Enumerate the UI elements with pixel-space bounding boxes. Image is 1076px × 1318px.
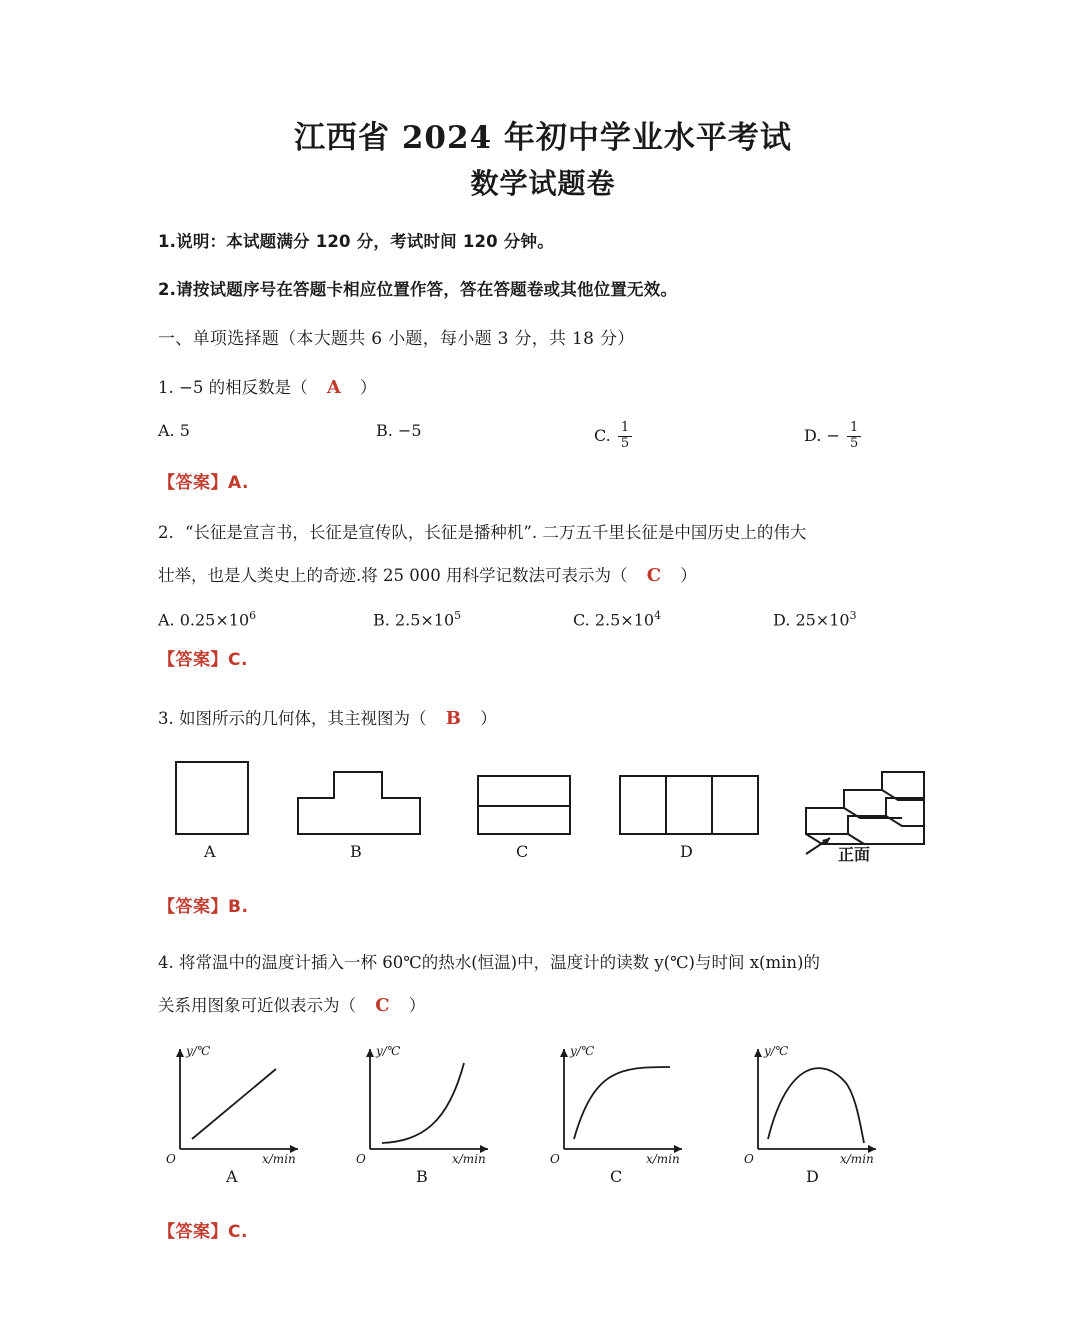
instruction-note-1: 1.说明：本试题满分 120 分，考试时间 120 分钟。 [158,232,554,252]
svg-text:O: O [166,1151,176,1166]
option-a[interactable]: A. 5 [158,421,190,441]
svg-text:x/min: x/min [646,1151,680,1166]
page-title: 江西省 2024 年初中学业水平考试 [294,120,792,156]
question-1 [158,371,928,405]
svg-text:y/℃: y/℃ [376,1043,401,1058]
question-4 [158,947,928,1023]
figure-label-b: B [350,842,362,862]
page-subtitle: 数学试题卷 [470,166,616,200]
question-4-number: 4. [158,953,174,973]
svg-text:x/min: x/min [452,1151,486,1166]
document-content [158,118,928,1242]
option-c[interactable]: C. $2.5\times 10^4$ [573,608,661,630]
figure-label-d: D [680,842,693,862]
svg-text:x/min: x/min [262,1151,296,1166]
graph-label-d: D [806,1166,819,1186]
question-3-stem: 如图所示的几何体，其主视图为（ [179,709,427,729]
question-2-stem-close: ） [680,565,697,585]
question-2 [158,517,928,593]
svg-text:x/min: x/min [840,1151,874,1166]
option-c[interactable]: C. $\frac{1}{5}$ [594,421,804,452]
question-4-stem-close: ） [408,995,426,1015]
question-3-figures [158,750,928,865]
graph-label-a: A [226,1166,238,1186]
svg-text:O: O [356,1151,366,1166]
question-4-stem-line1: 将常温中的温度计插入一杯 60℃的热水(恒温)中，温度计的读数 y(℃)与时间 x(min)的 [179,953,820,973]
question-1-answer: 【答案】A. [158,473,249,494]
question-4-graphs [158,1039,928,1186]
question-4-stem-line2: 关系用图象可近似表示为（ [158,995,356,1015]
section-heading: 一、单项选择题（本大题共 6 小题，每小题 3 分，共 18 分） [158,329,635,350]
fraction-neg-one-fifth: $\frac{1}{5}$ [847,421,861,452]
question-1-stem-close: ） [360,378,377,398]
graph-label-c: C [610,1166,623,1186]
question-3 [158,702,928,736]
question-2-marked-answer: C [646,564,662,586]
question-2-number: 2. [158,523,174,543]
question-3-number: 3. [158,709,174,729]
svg-text:O: O [744,1151,754,1166]
option-d[interactable]: D. $25\times 10^3$ [773,608,857,630]
question-4-answer: 【答案】C. [158,1221,248,1242]
question-3-marked-answer: B [445,708,461,730]
question-2-options [158,609,928,629]
fraction-one-fifth: $\frac{1}{5}$ [618,421,632,452]
question-4-graph-labels [158,1167,928,1191]
svg-text:O: O [550,1151,560,1166]
graph-label-b: B [416,1166,428,1186]
question-2-answer: 【答案】C. [158,650,248,671]
question-3-figure-labels [158,842,928,864]
question-1-marked-answer: A [326,377,341,399]
option-d[interactable]: D. − $\frac{1}{5}$ [804,421,861,452]
question-2-stem-line1: “长征是宣言书，长征是宣传队，长征是播种机”. 二万五千里长征是中国历史上的伟大 [185,523,807,543]
figure-label-a: A [204,842,216,862]
option-a[interactable]: A. $0.25\times 10^6$ [158,608,257,630]
svg-text:y/℃: y/℃ [570,1043,595,1058]
svg-text:y/℃: y/℃ [186,1043,211,1058]
question-1-options [158,421,928,452]
question-3-answer: 【答案】B. [158,897,249,918]
svg-text:y/℃: y/℃ [764,1043,789,1058]
question-1-number: 1. [158,378,174,398]
figure-caption-front: 正面 [838,845,871,865]
instruction-note-2: 2.请按试题序号在答题卡相应位置作答，答在答题卷或其他位置无效。 [158,280,678,300]
option-b[interactable]: B. $2.5\times 10^5$ [373,608,462,630]
question-1-stem: −5 的相反数是（ [179,378,308,398]
question-3-stem-close: ） [480,709,497,729]
question-4-marked-answer: C [375,994,390,1016]
question-2-stem-line2: 壮举，也是人类史上的奇迹.将 25 000 用科学记数法可表示为（ [158,565,628,585]
option-b[interactable]: B. −5 [376,421,422,441]
temperature-time-graph-options [158,1039,928,1174]
figure-label-c: C [516,842,529,862]
